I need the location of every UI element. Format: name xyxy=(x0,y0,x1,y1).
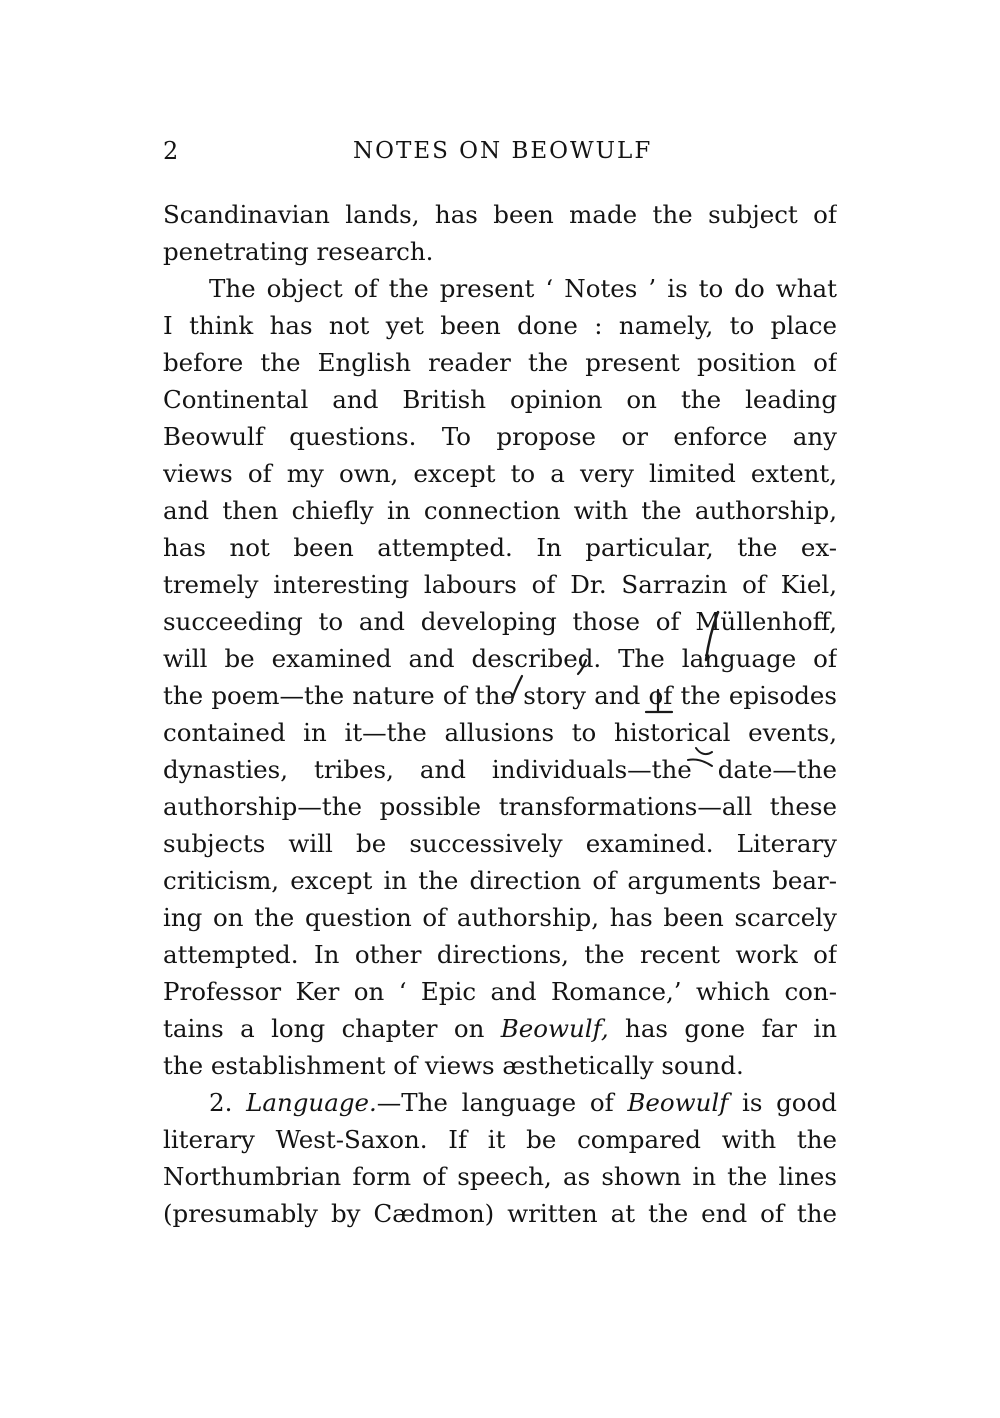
text-line: attempted. In other directions, the recent work of xyxy=(163,940,837,969)
text-line: Professor Ker on ‘ Epic and Romance,’ which con- xyxy=(163,977,837,1006)
text-line: the establishment of views æsthetically sound. xyxy=(163,1051,744,1080)
text-line: Continental and British opinion on the leading xyxy=(163,385,837,414)
book-title-italic: Beowulf xyxy=(627,1088,729,1117)
text-line: and then chiefly in connection with the authorship, xyxy=(163,496,837,525)
section-number: 2. xyxy=(209,1088,247,1117)
text-line: ing on the question of authorship, has been scarcely xyxy=(163,903,837,932)
text-line: tremely interesting labours of Dr. Sarrazin of Kiel, xyxy=(163,570,837,599)
text-line: criticism, except in the direction of arguments bear- xyxy=(163,866,837,895)
text-line: Beowulf questions. To propose or enforce any xyxy=(163,422,837,451)
text-line: The object of the present ‘ Notes ’ is to do what xyxy=(209,274,837,303)
text-segment: has gone far in xyxy=(608,1014,837,1043)
text-segment: —The language of xyxy=(376,1088,628,1117)
body-text xyxy=(163,196,837,1232)
text-line: the poem—the nature of the story and of the episodes xyxy=(163,681,837,710)
section-heading-line xyxy=(163,1084,837,1121)
text-line: Northumbrian form of speech, as shown in the lines xyxy=(163,1162,837,1191)
text-line: contained in it—the allusions to historical events, xyxy=(163,718,837,747)
text-line: before the English reader the present position of xyxy=(163,348,837,377)
text-line: authorship—the possible transformations—all these xyxy=(163,792,837,821)
running-title: NOTES ON BEOWULF xyxy=(353,138,653,164)
text-line: dynasties, tribes, and individuals—the date—the xyxy=(163,755,837,784)
text-line: penetrating research. xyxy=(163,237,434,266)
text-line: (presumably by Cædmon) written at the end of the xyxy=(163,1199,837,1228)
text-line: succeeding to and developing those of Müllenhoff, xyxy=(163,607,837,636)
text-segment: tains a long chapter on xyxy=(163,1014,501,1043)
section-heading: Language. xyxy=(246,1088,377,1117)
text-line: I think has not yet been done : namely, to place xyxy=(163,311,837,340)
text-segment: is good xyxy=(728,1088,837,1117)
text-line xyxy=(163,1010,837,1047)
book-title-italic: Beowulf, xyxy=(500,1014,609,1043)
text-line: will be examined and described. The language of xyxy=(163,644,837,673)
running-head xyxy=(163,136,837,168)
text-line: has not been attempted. In particular, the ex- xyxy=(163,533,837,562)
text-line: Scandinavian lands, has been made the subject of xyxy=(163,200,837,229)
text-line: literary West-Saxon. If it be compared with the xyxy=(163,1125,837,1154)
text-line: views of my own, except to a very limited extent, xyxy=(163,459,837,488)
page-number: 2 xyxy=(163,137,179,165)
text-line: subjects will be successively examined. Literary xyxy=(163,829,837,858)
